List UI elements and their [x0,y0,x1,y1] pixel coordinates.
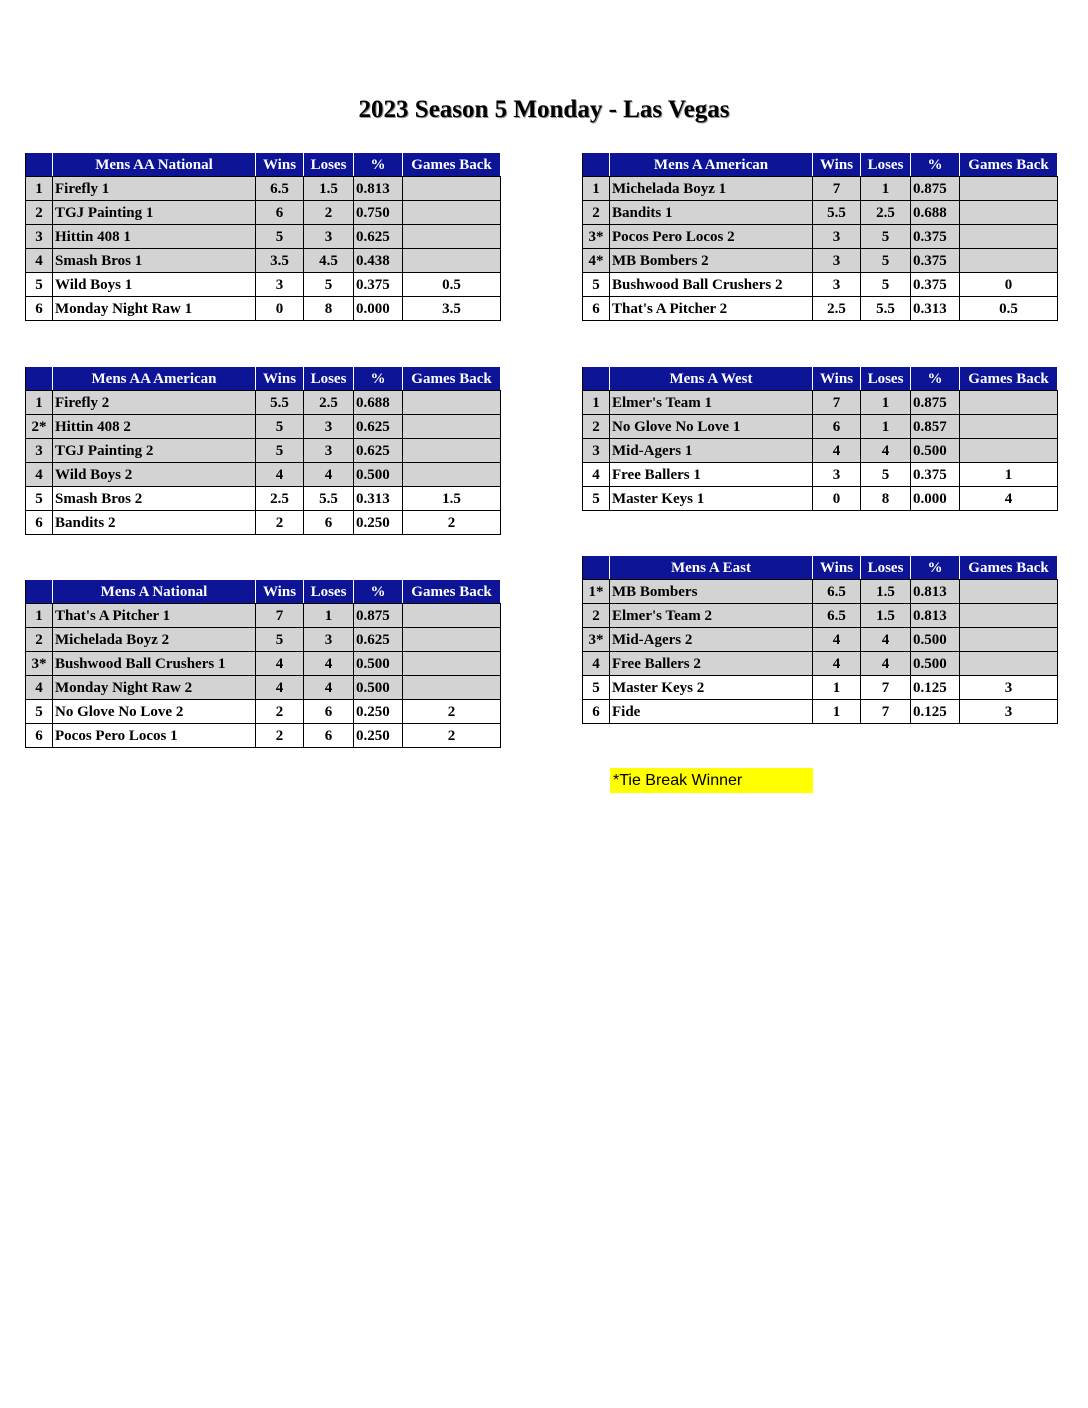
pct-cell: 0.375 [354,273,403,297]
pct-cell: 0.375 [911,249,960,273]
rank-cell: 5 [583,676,610,700]
pct-cell: 0.500 [354,652,403,676]
rank-cell: 2 [26,628,53,652]
wins-cell: 3 [813,249,861,273]
pct-cell: 0.857 [911,415,960,439]
standings-row [26,511,501,535]
team-name-cell: MB Bombers 2 [610,249,813,273]
wins-cell: 5 [256,225,304,249]
rank-cell: 1* [583,580,610,604]
games-back-cell [403,201,501,225]
games-back-cell: 3.5 [403,297,501,321]
page-title: 2023 Season 5 Monday - Las Vegas [358,96,730,123]
wins-cell: 3.5 [256,249,304,273]
wins-cell: 4 [256,652,304,676]
wins-cell: 0 [813,487,861,511]
rank-cell: 5 [26,700,53,724]
games-back-cell: 2 [403,700,501,724]
division-table-mens-a-american [582,152,1058,321]
header-row [583,367,1058,391]
games-back-cell [960,439,1058,463]
games-back-cell: 3 [960,700,1058,724]
team-name-cell: MB Bombers [610,580,813,604]
division-name: Mens AA American [53,367,256,391]
standings-row [26,201,501,225]
loses-cell: 4 [304,463,354,487]
rank-cell: 6 [26,297,53,321]
games-back-cell [403,604,501,628]
wins-cell: 4 [256,463,304,487]
loses-cell: 3 [304,225,354,249]
wins-cell: 3 [256,273,304,297]
header-row [583,556,1058,580]
rank-cell: 5 [583,487,610,511]
wins-cell: 2.5 [256,487,304,511]
team-name-cell: Hittin 408 2 [53,415,256,439]
loses-cell: 3 [304,628,354,652]
rank-cell: 5 [583,273,610,297]
pct-cell: 0.313 [354,487,403,511]
division-table-mens-a-west [582,366,1058,511]
header-row [26,153,501,177]
pct-cell: 0.313 [911,297,960,321]
pct-cell: 0.688 [911,201,960,225]
games-back-cell: 1 [960,463,1058,487]
rank-cell: 5 [26,273,53,297]
pct-cell: 0.250 [354,511,403,535]
rank-header [583,556,610,580]
games-back-cell [960,201,1058,225]
team-name-cell: Master Keys 1 [610,487,813,511]
team-name-cell: Monday Night Raw 1 [53,297,256,321]
standings-row [583,652,1058,676]
team-name-cell: TGJ Painting 1 [53,201,256,225]
standings-row [26,463,501,487]
standings-row [26,487,501,511]
pct-header: % [354,153,403,177]
standings-row [26,297,501,321]
pct-cell: 0.375 [911,225,960,249]
loses-cell: 3 [304,415,354,439]
wins-cell: 6.5 [256,177,304,201]
games-back-cell [960,391,1058,415]
games-back-cell [403,463,501,487]
games-back-cell: 2 [403,724,501,748]
loses-cell: 4 [861,439,911,463]
loses-cell: 6 [304,700,354,724]
wins-cell: 6 [256,201,304,225]
games-back-header: Games Back [403,580,501,604]
rank-cell: 3* [583,225,610,249]
games-back-cell [403,439,501,463]
games-back-cell [403,391,501,415]
team-name-cell: Pocos Pero Locos 2 [610,225,813,249]
team-name-cell: Fide [610,700,813,724]
standings-row [583,487,1058,511]
wins-header: Wins [813,367,861,391]
wins-cell: 3 [813,273,861,297]
games-back-cell [403,177,501,201]
wins-cell: 1 [813,700,861,724]
pct-cell: 0.125 [911,676,960,700]
standings-row [583,201,1058,225]
rank-cell: 4 [583,652,610,676]
wins-header: Wins [813,153,861,177]
games-back-cell [960,628,1058,652]
team-name-cell: Mid-Agers 1 [610,439,813,463]
games-back-cell [403,676,501,700]
pct-cell: 0.500 [354,463,403,487]
header-row [583,153,1058,177]
team-name-cell: Free Ballers 1 [610,463,813,487]
loses-cell: 6 [304,511,354,535]
team-name-cell: TGJ Painting 2 [53,439,256,463]
rank-cell: 3* [26,652,53,676]
loses-cell: 2 [304,201,354,225]
rank-cell: 2 [583,415,610,439]
wins-cell: 2.5 [813,297,861,321]
standings-row [583,391,1058,415]
team-name-cell: Wild Boys 1 [53,273,256,297]
games-back-cell: 3 [960,676,1058,700]
team-name-cell: Elmer's Team 1 [610,391,813,415]
standings-row [583,700,1058,724]
rank-cell: 2 [26,201,53,225]
rank-cell: 6 [583,297,610,321]
wins-cell: 4 [256,676,304,700]
rank-cell: 2* [26,415,53,439]
games-back-cell [960,580,1058,604]
tie-break-note: *Tie Break Winner [610,768,813,793]
pct-cell: 0.875 [354,604,403,628]
wins-cell: 6.5 [813,604,861,628]
loses-cell: 6 [304,724,354,748]
games-back-cell [960,225,1058,249]
pct-cell: 0.250 [354,724,403,748]
rank-cell: 2 [583,201,610,225]
wins-cell: 6 [813,415,861,439]
division-table-mens-aa-national [25,152,501,321]
rank-cell: 4 [583,463,610,487]
team-name-cell: Firefly 2 [53,391,256,415]
loses-cell: 1 [861,177,911,201]
rank-header [583,367,610,391]
division-name: Mens A National [53,580,256,604]
loses-cell: 4 [304,676,354,700]
standings-row [583,463,1058,487]
team-name-cell: That's A Pitcher 2 [610,297,813,321]
standings-row [583,604,1058,628]
games-back-cell [403,415,501,439]
games-back-cell [960,177,1058,201]
standings-row [583,439,1058,463]
loses-cell: 1.5 [304,177,354,201]
wins-cell: 2 [256,511,304,535]
rank-cell: 1 [26,177,53,201]
team-name-cell: Smash Bros 1 [53,249,256,273]
standings-row [26,676,501,700]
standings-row [583,225,1058,249]
loses-header: Loses [861,153,911,177]
pct-cell: 0.813 [911,604,960,628]
wins-cell: 3 [813,225,861,249]
games-back-cell: 0 [960,273,1058,297]
rank-cell: 6 [26,724,53,748]
team-name-cell: Master Keys 2 [610,676,813,700]
wins-cell: 2 [256,700,304,724]
team-name-cell: Mid-Agers 2 [610,628,813,652]
games-back-cell: 4 [960,487,1058,511]
rank-cell: 4 [26,249,53,273]
pct-cell: 0.000 [911,487,960,511]
wins-cell: 2 [256,724,304,748]
team-name-cell: Monday Night Raw 2 [53,676,256,700]
pct-cell: 0.750 [354,201,403,225]
standings-row [26,724,501,748]
standings-row [583,177,1058,201]
standings-row [583,249,1058,273]
pct-cell: 0.813 [354,177,403,201]
pct-cell: 0.500 [911,439,960,463]
wins-header: Wins [813,556,861,580]
header-row [26,367,501,391]
standings-row [26,177,501,201]
games-back-cell: 0.5 [403,273,501,297]
loses-header: Loses [304,367,354,391]
games-back-cell [403,249,501,273]
pct-cell: 0.875 [911,177,960,201]
loses-cell: 1 [861,391,911,415]
standings-row [583,415,1058,439]
games-back-cell: 1.5 [403,487,501,511]
loses-cell: 4 [861,652,911,676]
standings-row [26,439,501,463]
loses-cell: 1 [861,415,911,439]
games-back-header: Games Back [960,556,1058,580]
rank-header [26,367,53,391]
games-back-cell: 0.5 [960,297,1058,321]
standings-row [583,273,1058,297]
division-name: Mens A American [610,153,813,177]
loses-cell: 8 [304,297,354,321]
wins-cell: 3 [813,463,861,487]
games-back-header: Games Back [960,153,1058,177]
loses-cell: 5.5 [861,297,911,321]
rank-cell: 1 [26,604,53,628]
team-name-cell: No Glove No Love 2 [53,700,256,724]
pct-header: % [354,580,403,604]
standings-row [583,580,1058,604]
wins-cell: 5 [256,439,304,463]
wins-header: Wins [256,153,304,177]
wins-cell: 5 [256,415,304,439]
pct-cell: 0.375 [911,463,960,487]
rank-cell: 3 [26,225,53,249]
loses-cell: 3 [304,439,354,463]
pct-cell: 0.375 [911,273,960,297]
standings-row [583,676,1058,700]
standings-row [26,249,501,273]
division-table-mens-a-east [582,555,1058,724]
loses-cell: 1 [304,604,354,628]
rank-cell: 3 [583,439,610,463]
pct-cell: 0.500 [911,628,960,652]
wins-cell: 7 [256,604,304,628]
rank-cell: 4 [26,463,53,487]
division-table-mens-a-national [25,579,501,748]
wins-header: Wins [256,367,304,391]
standings-row [26,391,501,415]
team-name-cell: Firefly 1 [53,177,256,201]
team-name-cell: Free Ballers 2 [610,652,813,676]
team-name-cell: Bushwood Ball Crushers 1 [53,652,256,676]
rank-header [26,153,53,177]
games-back-header: Games Back [960,367,1058,391]
games-back-cell [403,652,501,676]
loses-cell: 5 [861,273,911,297]
division-name: Mens A East [610,556,813,580]
team-name-cell: Bushwood Ball Crushers 2 [610,273,813,297]
division-name: Mens A West [610,367,813,391]
rank-cell: 1 [26,391,53,415]
wins-cell: 7 [813,177,861,201]
games-back-cell: 2 [403,511,501,535]
wins-cell: 5.5 [813,201,861,225]
games-back-header: Games Back [403,153,501,177]
team-name-cell: Bandits 1 [610,201,813,225]
team-name-cell: Elmer's Team 2 [610,604,813,628]
pct-cell: 0.688 [354,391,403,415]
pct-header: % [911,367,960,391]
rank-cell: 3 [26,439,53,463]
standings-row [583,297,1058,321]
loses-cell: 2.5 [861,201,911,225]
pct-cell: 0.438 [354,249,403,273]
rank-cell: 6 [583,700,610,724]
pct-cell: 0.625 [354,439,403,463]
loses-cell: 5 [861,249,911,273]
rank-cell: 1 [583,177,610,201]
wins-header: Wins [256,580,304,604]
team-name-cell: Pocos Pero Locos 1 [53,724,256,748]
team-name-cell: Hittin 408 1 [53,225,256,249]
rank-cell: 3* [583,628,610,652]
standings-row [26,700,501,724]
wins-cell: 5 [256,628,304,652]
loses-cell: 4.5 [304,249,354,273]
rank-cell: 4 [26,676,53,700]
loses-header: Loses [304,580,354,604]
pct-header: % [911,153,960,177]
loses-header: Loses [304,153,354,177]
standings-row [26,628,501,652]
games-back-cell [403,628,501,652]
loses-cell: 5 [304,273,354,297]
wins-cell: 4 [813,439,861,463]
pct-cell: 0.813 [911,580,960,604]
team-name-cell: No Glove No Love 1 [610,415,813,439]
pct-cell: 0.625 [354,415,403,439]
pct-cell: 0.250 [354,700,403,724]
division-name: Mens AA National [53,153,256,177]
wins-cell: 4 [813,652,861,676]
standings-row [26,225,501,249]
loses-cell: 4 [304,652,354,676]
loses-header: Loses [861,556,911,580]
rank-cell: 2 [583,604,610,628]
rank-cell: 5 [26,487,53,511]
loses-cell: 2.5 [304,391,354,415]
pct-cell: 0.500 [354,676,403,700]
pct-cell: 0.875 [911,391,960,415]
pct-cell: 0.500 [911,652,960,676]
team-name-cell: Bandits 2 [53,511,256,535]
wins-cell: 0 [256,297,304,321]
team-name-cell: Michelada Boyz 2 [53,628,256,652]
loses-cell: 5 [861,225,911,249]
games-back-header: Games Back [403,367,501,391]
header-row [26,580,501,604]
standings-row [26,604,501,628]
games-back-cell [960,249,1058,273]
pct-cell: 0.625 [354,225,403,249]
pct-header: % [911,556,960,580]
standings-row [583,628,1058,652]
team-name-cell: Wild Boys 2 [53,463,256,487]
division-table-mens-aa-american [25,366,501,535]
rank-header [26,580,53,604]
wins-cell: 5.5 [256,391,304,415]
rank-cell: 1 [583,391,610,415]
pct-cell: 0.625 [354,628,403,652]
loses-header: Loses [861,367,911,391]
team-name-cell: Smash Bros 2 [53,487,256,511]
standings-row [26,273,501,297]
team-name-cell: Michelada Boyz 1 [610,177,813,201]
rank-cell: 4* [583,249,610,273]
games-back-cell [403,225,501,249]
pct-cell: 0.125 [911,700,960,724]
standings-row [26,415,501,439]
games-back-cell [960,604,1058,628]
wins-cell: 7 [813,391,861,415]
wins-cell: 4 [813,628,861,652]
loses-cell: 1.5 [861,604,911,628]
rank-cell: 6 [26,511,53,535]
loses-cell: 1.5 [861,580,911,604]
wins-cell: 6.5 [813,580,861,604]
pct-cell: 0.000 [354,297,403,321]
standings-row [26,652,501,676]
rank-header [583,153,610,177]
loses-cell: 8 [861,487,911,511]
games-back-cell [960,652,1058,676]
team-name-cell: That's A Pitcher 1 [53,604,256,628]
loses-cell: 5.5 [304,487,354,511]
loses-cell: 5 [861,463,911,487]
loses-cell: 4 [861,628,911,652]
loses-cell: 7 [861,676,911,700]
loses-cell: 7 [861,700,911,724]
games-back-cell [960,415,1058,439]
wins-cell: 1 [813,676,861,700]
pct-header: % [354,367,403,391]
